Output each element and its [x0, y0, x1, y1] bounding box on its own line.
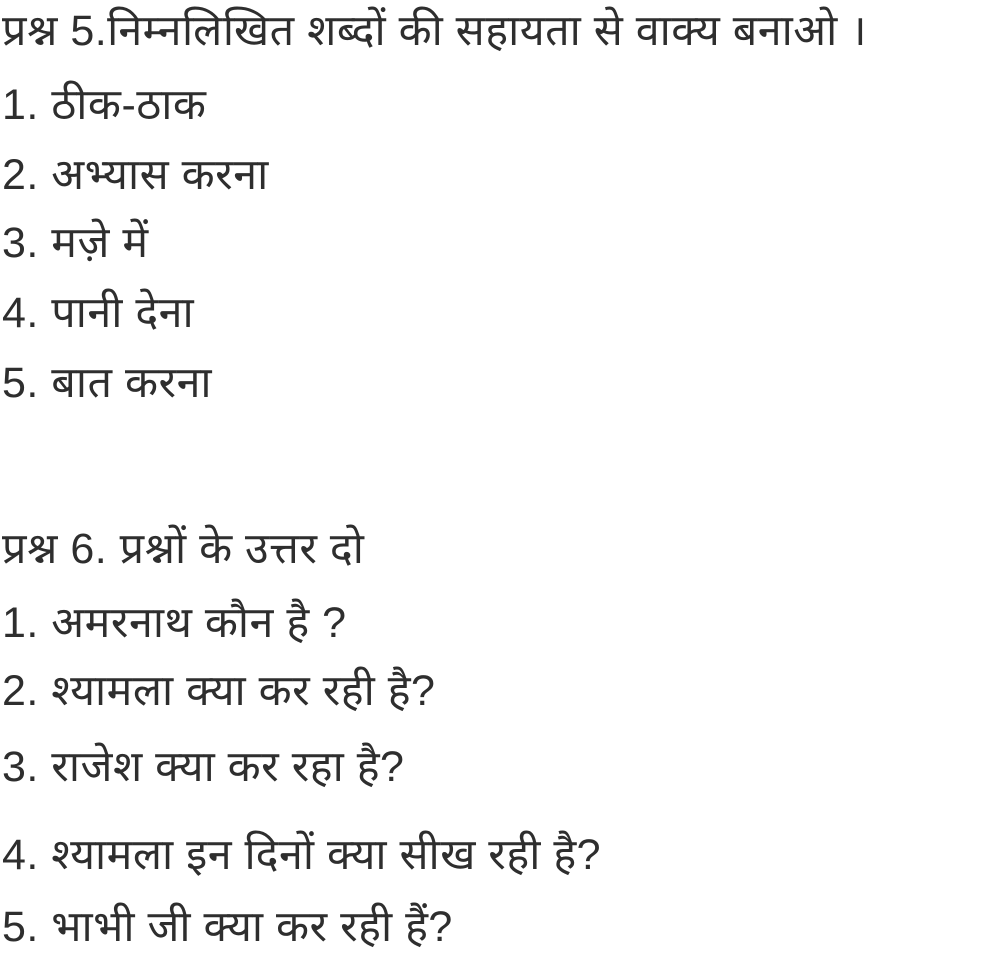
question5-item-5: 5. बात करना	[2, 359, 213, 407]
question5-item-1: 1. ठीक-ठाक	[2, 81, 207, 129]
question6-item-2: 2. श्यामला क्या कर रही है?	[2, 667, 436, 715]
question5-heading: प्रश्न 5.निम्नलिखित शब्दों की सहायता से वाक्य बनाओ ।	[2, 7, 867, 55]
question5-item-4: 4. पानी देना	[2, 289, 195, 337]
question5-item-3: 3. मज़े में	[2, 219, 149, 267]
question6-item-4: 4. श्यामला इन दिनों क्या सीख रही है?	[2, 831, 602, 879]
question6-item-5: 5. भाभी जी क्या कर रही हैं?	[2, 903, 453, 951]
question6-item-3: 3. राजेश क्या कर रहा है?	[2, 743, 405, 791]
question6-item-1: 1. अमरनाथ कौन है ?	[2, 599, 347, 647]
question6-heading: प्रश्न 6. प्रश्नों के उत्तर दो	[2, 525, 365, 573]
question5-item-2: 2. अभ्यास करना	[2, 151, 269, 199]
